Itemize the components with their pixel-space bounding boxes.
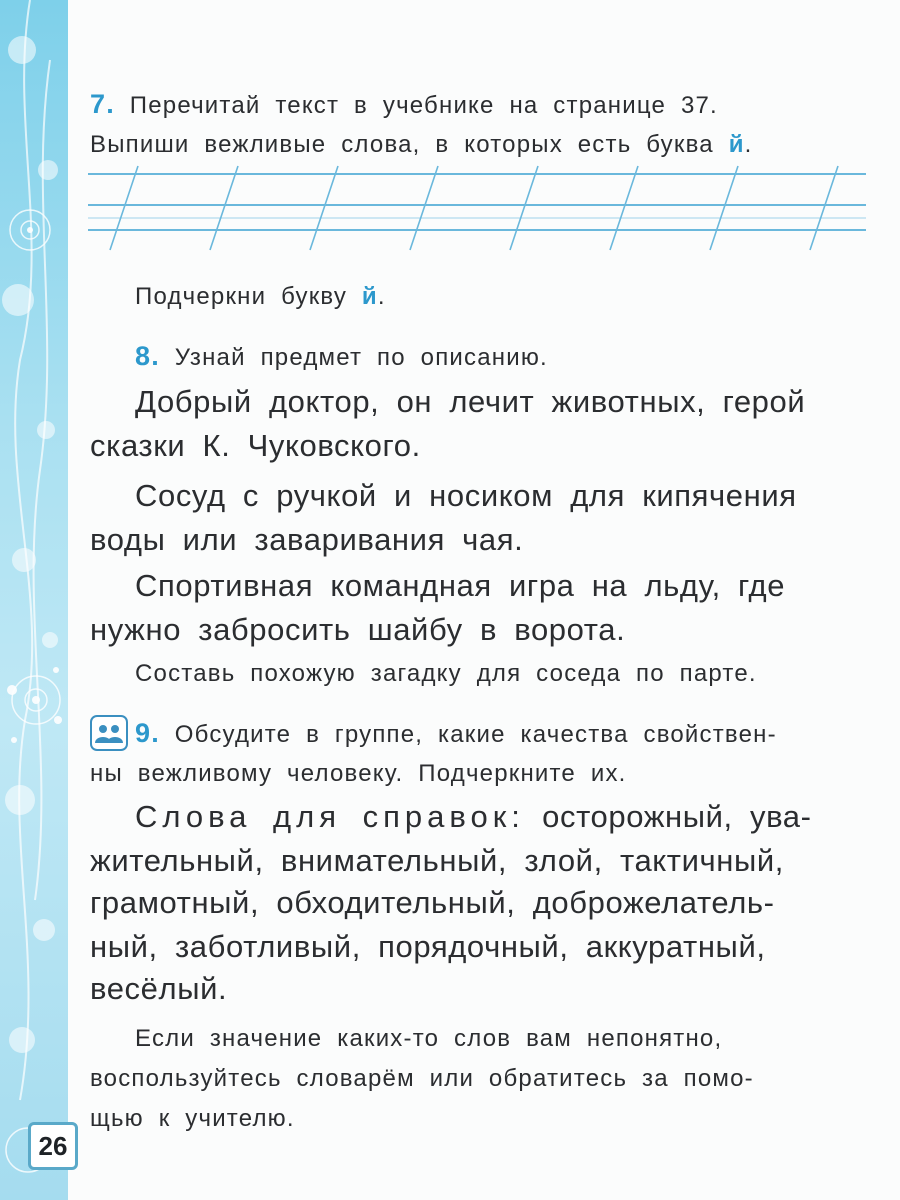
task7-line2-text: Выпиши вежливые слова, в которых есть буква (90, 131, 714, 158)
group-work-icon (90, 715, 128, 751)
note-line2: воспользуйтесь словарём или обратитесь за помо- (90, 1065, 754, 1092)
handwriting-lines[interactable] (88, 160, 866, 260)
task9-number: 9. (135, 718, 160, 748)
task8-number: 8. (135, 341, 160, 371)
riddle3-line2: нужно забросить шайбу в ворота. (90, 612, 626, 647)
page-number: 26 (28, 1122, 78, 1170)
task9-line1 (135, 713, 870, 755)
task7-line1 (90, 84, 865, 126)
task7-underline-suffix: . (377, 283, 386, 310)
words-line5: весёлый. (90, 971, 228, 1006)
words-line1 (135, 795, 870, 839)
task8-footer: Составь похожую загадку для соседа по парте. (135, 660, 757, 687)
words-line3: грамотный, обходительный, доброжелатель- (90, 885, 775, 920)
task7-underline-text: Подчеркни букву (135, 283, 348, 310)
riddle1-line1: Добрый доктор, он лечит животных, герой (135, 384, 806, 419)
task7-line2-suffix: . (744, 131, 753, 158)
riddle3-line1: Спортивная командная игра на льду, где (135, 568, 786, 603)
note-line1: Если значение каких-то слов вам непонятно, (135, 1025, 723, 1052)
note-line3: щью к учителю. (90, 1105, 295, 1132)
task7-underline-letter: й (361, 283, 378, 310)
riddle2-line2: воды или заваривания чая. (90, 522, 524, 557)
task7-letter: й (728, 131, 745, 158)
task7-underline-instruction (135, 276, 900, 317)
words-line4: ный, заботливый, порядочный, аккуратный, (90, 929, 766, 964)
task7-line1-text: Перечитай текст в учебнике на странице 37. (129, 92, 718, 119)
task7-number: 7. (90, 89, 115, 119)
task8-title (135, 336, 900, 378)
words-line2: жительный, внимательный, злой, тактичный, (90, 843, 784, 878)
riddle1-line2: сказки К. Чуковского. (90, 428, 421, 463)
task9-line1-text: Обсудите в группе, какие качества свойствен- (174, 721, 777, 748)
floral-pattern (0, 0, 68, 1200)
task8-title-text: Узнай предмет по описанию. (174, 344, 548, 371)
task7-line2 (90, 124, 865, 165)
words-line1-rest: осторожный, ува- (542, 799, 812, 834)
task9-line2: ны вежливому человеку. Подчеркните их. (90, 760, 627, 787)
decorative-sidebar (0, 0, 68, 1200)
words-heading: Слова для справок: (135, 799, 525, 834)
riddle2-line1: Сосуд с ручкой и носиком для кипячения (135, 478, 797, 513)
